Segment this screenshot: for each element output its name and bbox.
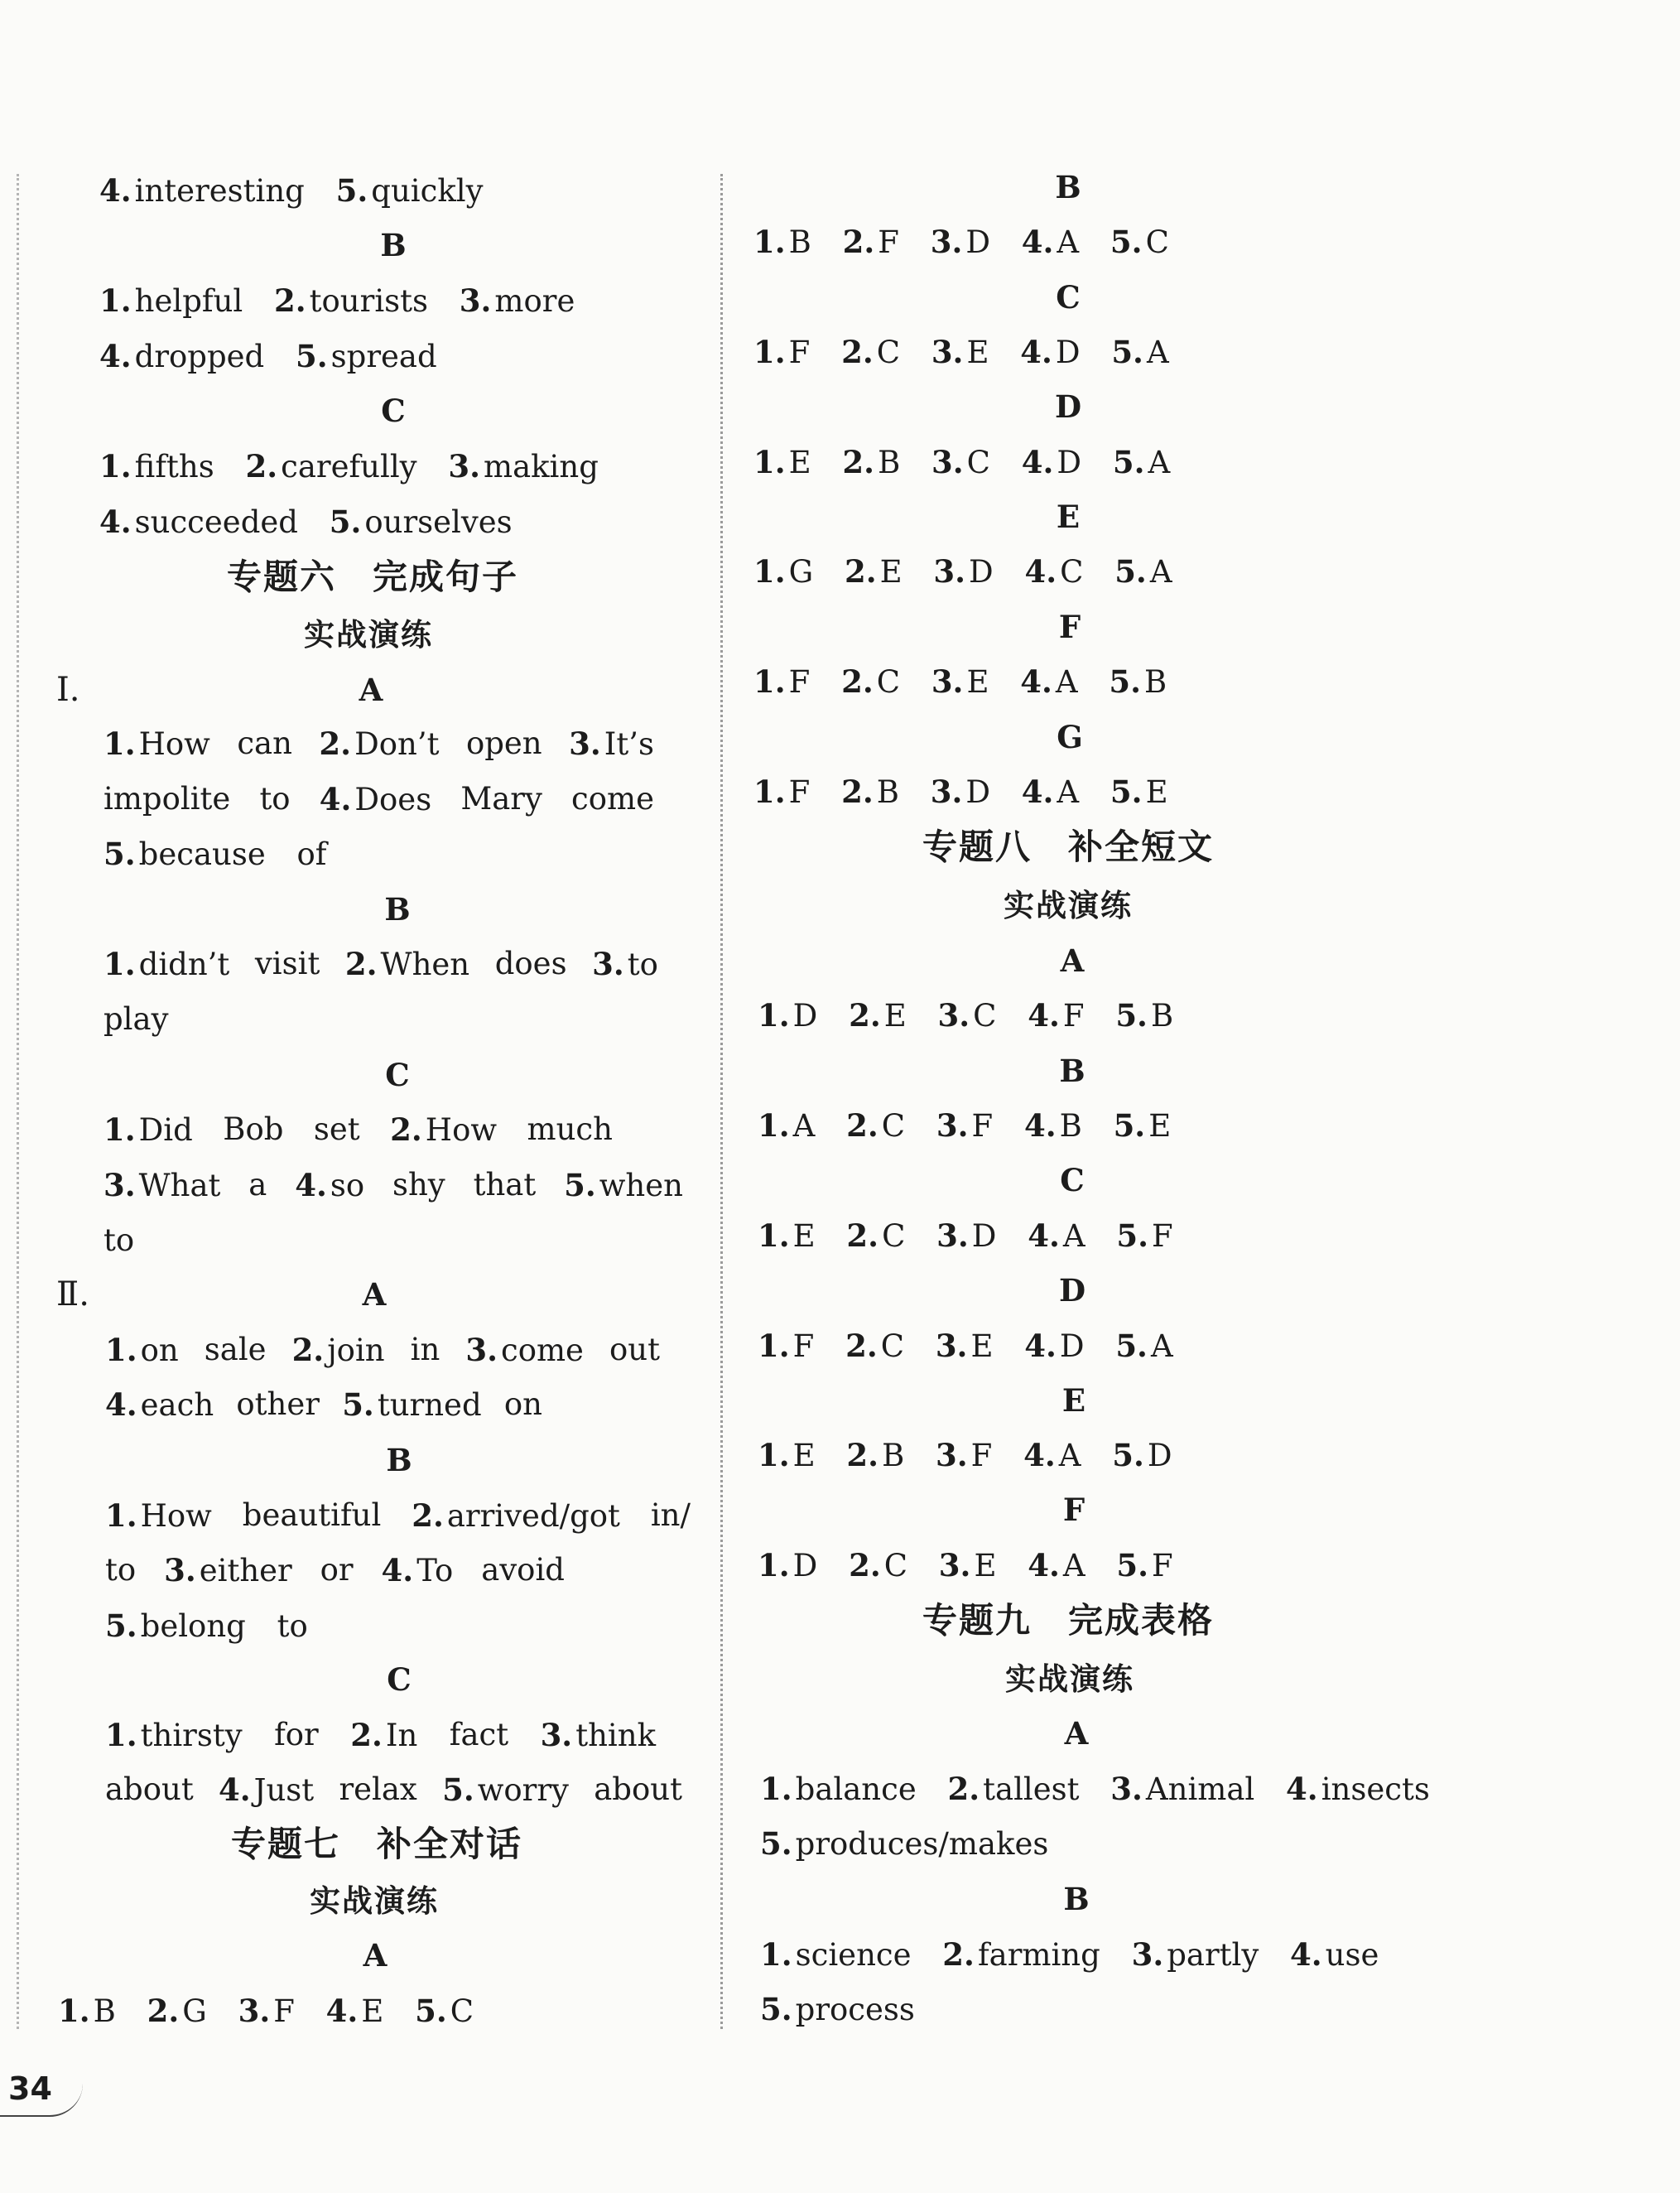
- answer-row: 3. What a 4. so shy that 5. when: [103, 1167, 683, 1203]
- page-number: 34: [0, 2062, 83, 2117]
- topic-subtitle: 实战演练: [310, 1882, 439, 1919]
- answer-row: 1. on sale 2. join in 3. come out: [105, 1332, 660, 1368]
- column-divider: [720, 174, 723, 2029]
- answer-row: 4. interesting 5. quickly: [99, 172, 484, 209]
- section-label: A: [363, 1937, 388, 1974]
- answer-row: 5. produces/makes: [760, 1825, 1049, 1862]
- section-label: A: [1060, 942, 1085, 979]
- answer-row: 1. helpful 2. tourists 3. more: [99, 282, 575, 319]
- section-label: A: [362, 1276, 387, 1313]
- topic-subtitle: 实战演练: [1005, 1660, 1134, 1697]
- answer-row: 1. How beautiful 2. arrived/got in/: [105, 1497, 691, 1534]
- section-label: A: [359, 672, 383, 708]
- answer-row: play: [103, 1001, 169, 1037]
- answer-row: 1. E 2. C 3. D 4. A 5. F: [758, 1217, 1173, 1254]
- section-label: E: [1056, 499, 1081, 535]
- answer-row: 5. process: [760, 1991, 915, 2027]
- answer-row: to: [103, 1222, 135, 1258]
- section-label: B: [380, 227, 407, 263]
- answer-row: 4. each other 5. turned on: [105, 1386, 542, 1423]
- section-label: B: [386, 1442, 412, 1478]
- topic-title: 专题六 完成句子: [226, 557, 518, 597]
- left-margin-line: [17, 174, 19, 2029]
- part-number: Ⅰ.: [56, 671, 80, 709]
- topic-subtitle: 实战演练: [304, 616, 433, 653]
- answer-row: 1. D 2. E 3. C 4. F 5. B: [758, 997, 1174, 1034]
- section-label: C: [381, 393, 406, 429]
- section-label: A: [1064, 1715, 1089, 1752]
- answer-row: 5. because of: [103, 836, 327, 872]
- answer-row: impolite to 4. Does Mary come: [103, 781, 654, 817]
- topic-title: 专题七 补全对话: [230, 1824, 522, 1864]
- answer-row: 1. F 2. C 3. E 4. D 5. A: [753, 334, 1169, 370]
- section-label: F: [1058, 609, 1081, 645]
- topic-subtitle: 实战演练: [1004, 887, 1133, 923]
- answer-row: 1. A 2. C 3. F 4. B 5. E: [758, 1107, 1172, 1144]
- section-label: B: [1055, 169, 1081, 205]
- section-label: D: [1054, 388, 1082, 425]
- answer-row: 1. F 2. C 3. E 4. A 5. B: [753, 663, 1167, 700]
- section-label: C: [1056, 279, 1081, 316]
- answer-row: 1. fifths 2. carefully 3. making: [99, 448, 599, 484]
- answer-row: 1. science 2. farming 3. partly 4. use: [760, 1936, 1379, 1973]
- answer-row: to 3. either or 4. To avoid: [105, 1552, 565, 1588]
- topic-title: 专题八 补全短文: [922, 827, 1214, 867]
- section-label: F: [1062, 1492, 1086, 1528]
- answer-row: 1. How can 2. Don’t open 3. It’s: [103, 725, 654, 762]
- section-label: B: [1059, 1053, 1086, 1089]
- answer-row: 1. F 2. C 3. E 4. D 5. A: [758, 1328, 1173, 1364]
- answer-row: 1. B 2. G 3. F 4. E 5. C: [58, 1993, 474, 2029]
- answer-row: 1. balance 2. tallest 3. Animal 4. insects: [760, 1771, 1430, 1807]
- section-label: C: [387, 1661, 412, 1698]
- part-number: Ⅱ.: [56, 1275, 89, 1313]
- answer-row: about 4. Just relax 5. worry about: [105, 1771, 682, 1808]
- answer-row: 5. belong to: [105, 1607, 308, 1644]
- section-label: D: [1058, 1272, 1086, 1309]
- answer-row: 4. succeeded 5. ourselves: [99, 504, 513, 540]
- answer-row: 1. E 2. B 3. C 4. D 5. A: [753, 444, 1171, 480]
- answer-row: 1. didn’t visit 2. When does 3. to: [103, 946, 658, 982]
- answer-row: 1. Did Bob set 2. How much: [103, 1111, 613, 1148]
- answer-row: 1. F 2. B 3. D 4. A 5. E: [753, 774, 1168, 810]
- section-label: C: [385, 1057, 410, 1093]
- section-label: G: [1057, 719, 1083, 755]
- section-label: B: [1063, 1881, 1090, 1917]
- topic-title: 专题九 完成表格: [922, 1600, 1214, 1641]
- answer-row: 1. thirsty for 2. In fact 3. think: [105, 1717, 656, 1753]
- answer-row: 1. D 2. C 3. E 4. A 5. F: [758, 1547, 1173, 1583]
- answer-row: 1. B 2. F 3. D 4. A 5. C: [753, 224, 1169, 260]
- answer-row: 1. G 2. E 3. D 4. C 5. A: [753, 553, 1172, 590]
- answer-row: 1. E 2. B 3. F 4. A 5. D: [758, 1437, 1172, 1473]
- section-label: E: [1061, 1382, 1086, 1419]
- answer-row: 4. dropped 5. spread: [99, 338, 437, 374]
- section-label: C: [1060, 1162, 1085, 1198]
- section-label: B: [384, 891, 411, 928]
